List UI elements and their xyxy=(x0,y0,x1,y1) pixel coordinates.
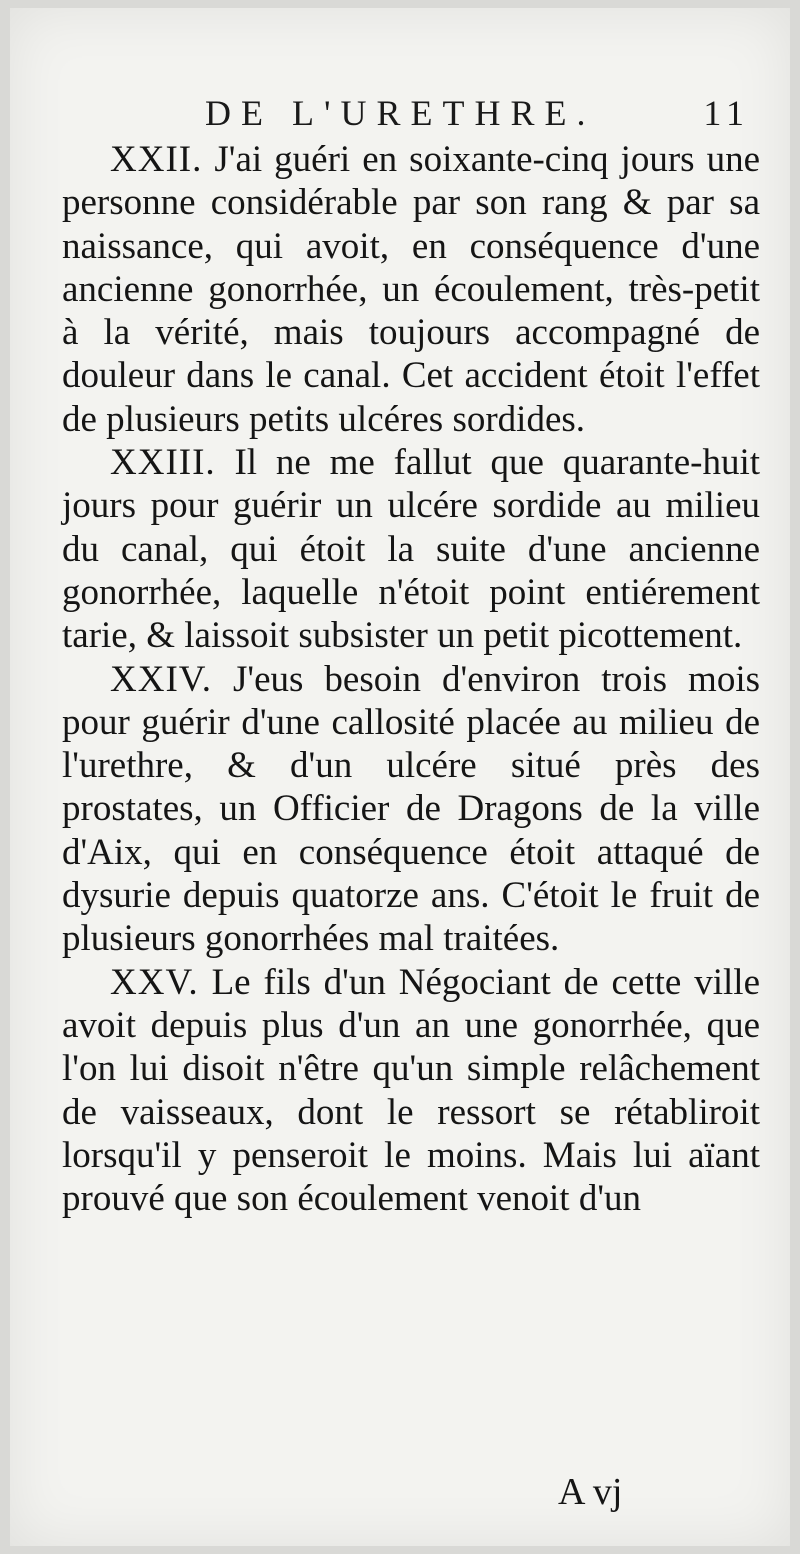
book-page xyxy=(10,8,790,1546)
paragraph-xxiii xyxy=(62,441,760,657)
page-number: 11 xyxy=(703,93,750,133)
paragraph-text: J'ai guéri en soixante-cinq jours une personne considérable par son rang & par sa naissance, qui avoit, en conséquence d'une ancienne gonorrhée, un écoulement, très-petit à la vérité, mais toujours accompagné de douleur dans le canal. Cet accident étoit l'effet de plusieurs petits ulcéres sordides. xyxy=(62,139,760,440)
paragraph-number: XXIV. xyxy=(110,658,212,700)
page-header xyxy=(205,92,750,136)
paragraph-text: J'eus besoin d'environ trois mois pour guérir d'une callosité placée au milieu de l'urethre, & d'un ulcére situé près des prostates, un Officier de Dragons de la ville d'Aix, qui en conséquence étoit attaqué de dysurie depuis quatorze ans. C'étoit le fruit de plusieurs gonorrhées mal traitées. xyxy=(62,658,761,960)
paragraph-number: XXV. xyxy=(110,961,199,1003)
body-text xyxy=(62,138,760,1220)
paragraph-number: XXIII. xyxy=(110,442,216,484)
paragraph-xxiv xyxy=(62,658,760,961)
paragraph-text: Le fils d'un Négociant de cette ville avoit depuis plus d'un an une gonorrhée, que l'on lui disoit n'être qu'un simple relâchement de vaisseaux, dont le ressort se rétabliroit lorsqu'il y penseroit le moins. Mais lui aïant prouvé que son écoulement venoit d'un xyxy=(62,961,761,1220)
paragraph-xxii xyxy=(62,138,760,441)
signature-mark: A vj xyxy=(558,1471,623,1513)
running-title: DE L'URETHRE. xyxy=(205,93,596,133)
paragraph-number: XXII. xyxy=(110,139,203,180)
paragraph-xxv xyxy=(62,961,760,1221)
paragraph-text: Il ne me fallut que quarante-huit jours pour guérir un ulcére sordide au milieu du canal, qui étoit la suite d'une ancienne gonorrhée, laquelle n'étoit point entiérement tarie, & laissoit subsister un petit picottement. xyxy=(62,442,760,657)
